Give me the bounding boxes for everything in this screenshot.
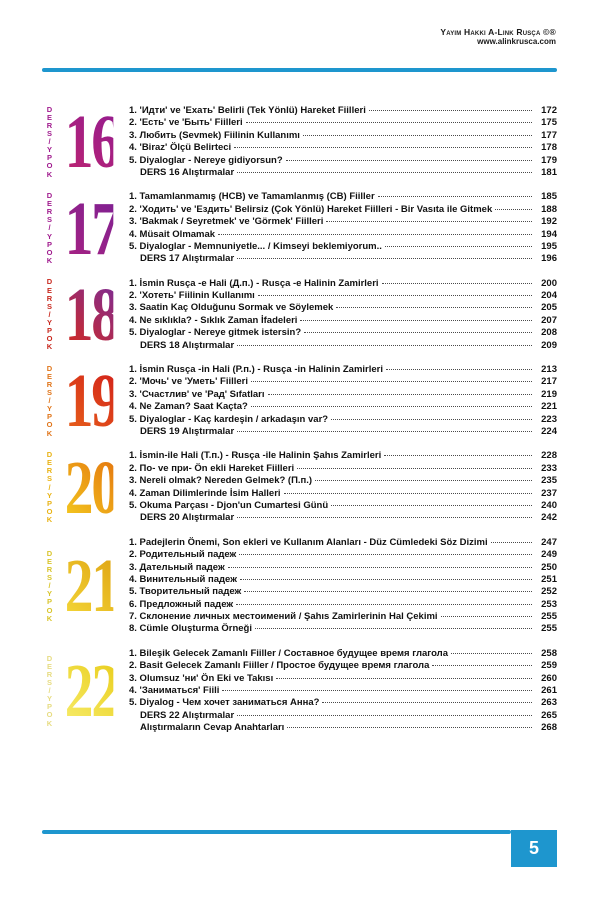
dotted-leader (237, 172, 532, 173)
toc-entry (129, 167, 557, 179)
vertical-label-letter: D (46, 277, 53, 287)
toc-entry-title: 5. Diyaloglar - Memnuniyetle... / Kimseyi beklemiyorum.. (129, 240, 382, 252)
lesson-vertical-label (42, 365, 57, 438)
vertical-label-letter: D (46, 104, 53, 114)
lesson-number: 21 (64, 544, 118, 629)
toc-entry-title: 5. Diyaloglar - Nereye gidiyorsun? (129, 154, 283, 166)
toc-entry-page: 213 (541, 364, 557, 376)
toc-entry-title: DERS 16 Alıştırmalar (140, 166, 235, 178)
toc-entry-title: 4. Ne sıklıkla? - Sıklık Zaman İfadeleri (129, 314, 298, 326)
dotted-leader (326, 221, 532, 222)
dotted-leader (258, 295, 532, 296)
lesson-section-22 (42, 648, 557, 735)
dotted-leader (491, 542, 532, 543)
dotted-leader (451, 653, 532, 654)
dotted-leader (237, 258, 532, 259)
toc-entry (129, 611, 557, 623)
toc-entry-page: 263 (541, 697, 557, 709)
toc-entry (129, 685, 557, 697)
vertical-label-letter: K (46, 613, 53, 623)
dotted-leader (244, 591, 532, 592)
toc-entry-title: 8. Cümle Oluşturma Örneği (129, 623, 252, 635)
vertical-label-letter: O (46, 605, 53, 615)
toc-entry-title: 1. Bileşik Gelecek Zamanlı Fiiller / Составное будущее время глагола (129, 647, 448, 659)
toc-entry-page: 204 (541, 290, 557, 302)
toc-entry-title: 5. Творительный падеж (129, 586, 242, 598)
dotted-leader (322, 702, 532, 703)
toc-entry-title: 7. Склонение личных местоимений / Şahıs Zamirlerinin Hal Çekimi (129, 611, 438, 623)
vertical-label-letter: / (48, 309, 51, 319)
toc-entry-title: 5. Diyaloglar - Kaç kardeşin / arkadaşın var? (129, 413, 329, 425)
dotted-leader (237, 715, 532, 716)
toc-entry-title: 2. Родительный падеж (129, 549, 237, 561)
lesson-vertical-label (42, 655, 57, 728)
toc-entry-page: 237 (541, 487, 557, 499)
dotted-leader (240, 579, 532, 580)
vertical-label-letter: R (46, 466, 53, 476)
dotted-leader (384, 455, 532, 456)
dotted-leader (331, 505, 532, 506)
lesson-number: 16 (64, 100, 118, 185)
toc-entry-page: 253 (541, 598, 557, 610)
dotted-leader (222, 690, 532, 691)
toc-entry-page: 177 (541, 129, 557, 141)
toc-entry-page: 221 (541, 401, 557, 413)
dotted-leader (432, 665, 532, 666)
toc-entry (129, 327, 557, 339)
vertical-label-letter: R (46, 120, 53, 130)
vertical-label-letter: P (46, 239, 52, 249)
bottom-divider-rule (42, 830, 511, 834)
dotted-leader (303, 135, 532, 136)
toc-entry-title: 3. 'Счастлив' ve 'Рад' Sıfatları (129, 388, 265, 400)
publisher-copyright: Yayım Hakkı A-Link Rusça ©® (440, 27, 556, 37)
toc-entry (129, 512, 557, 524)
toc-entry-page: 175 (541, 117, 557, 129)
table-of-contents (42, 100, 557, 747)
dotted-leader (315, 480, 532, 481)
vertical-label-letter: K (46, 255, 53, 265)
toc-entry (129, 278, 557, 290)
toc-entry-title: 1. İsmin-ile Hali (Т.п.) - Rusça -ile Halinin Şahıs Zamirleri (129, 450, 382, 462)
toc-entry-page: 192 (541, 216, 557, 228)
lesson-number: 19 (64, 359, 118, 444)
vertical-label-letter: K (46, 169, 53, 179)
toc-entry-page: 179 (541, 154, 557, 166)
toc-entry-page: 205 (541, 302, 557, 314)
toc-entry (129, 710, 557, 722)
toc-entry-title: 5. Diyalog - Чем хочет заниматься Анна? (129, 697, 320, 709)
vertical-label-letter: P (46, 326, 52, 335)
toc-entry-page: 249 (541, 549, 557, 561)
toc-entry-page: 233 (541, 462, 557, 474)
vertical-label-letter: S (46, 474, 52, 484)
lesson-section-21 (42, 537, 557, 636)
toc-entry (129, 722, 557, 734)
vertical-label-letter: / (48, 137, 51, 147)
toc-entry (129, 229, 557, 241)
toc-entry-page: 208 (541, 327, 557, 339)
dotted-leader (239, 554, 532, 555)
vertical-label-letter: / (48, 686, 51, 696)
toc-entry-page: 235 (541, 475, 557, 487)
toc-entry-title: 2. По- ve при- Ön ekli Hareket Fiilleri (129, 462, 295, 474)
vertical-label-letter: / (48, 223, 51, 233)
toc-entry-title: 3. Saatin Kaç Olduğunu Sormak ve Söylemek (129, 302, 334, 314)
dotted-leader (251, 406, 532, 407)
toc-entry-page: 240 (541, 499, 557, 511)
toc-entry-title: 3. Любить (Sevmek) Fiilinin Kullanımı (129, 129, 300, 141)
toc-entry (129, 105, 557, 117)
page-footer (42, 830, 557, 867)
vertical-label-letter: D (46, 191, 53, 201)
toc-entry (129, 475, 557, 487)
toc-entry (129, 376, 557, 388)
toc-entry-page: 228 (541, 450, 557, 462)
toc-entry-page: 181 (541, 166, 557, 178)
toc-entry-page: 194 (541, 228, 557, 240)
lesson-section-16 (42, 100, 557, 185)
toc-entry (129, 315, 557, 327)
dotted-leader (228, 567, 532, 568)
vertical-label-letter: K (46, 342, 53, 352)
vertical-label-letter: S (46, 573, 52, 583)
toc-entry (129, 117, 557, 129)
vertical-label-letter: P (46, 498, 52, 508)
dotted-leader (237, 431, 532, 432)
toc-entry-title: 4. Müsait Olmamak (129, 228, 216, 240)
toc-entry (129, 673, 557, 685)
lesson-section-18 (42, 272, 557, 357)
vertical-label-letter: / (48, 482, 51, 492)
vertical-label-letter: E (46, 371, 52, 381)
vertical-label-letter: S (46, 215, 52, 225)
toc-entry (129, 253, 557, 265)
toc-entry (129, 155, 557, 167)
toc-entry (129, 191, 557, 203)
lesson-vertical-label (42, 550, 57, 623)
toc-entry (129, 389, 557, 401)
toc-entry (129, 537, 557, 549)
dotted-leader (297, 468, 532, 469)
vertical-label-letter: P (46, 153, 52, 163)
vertical-label-letter: E (46, 556, 52, 566)
toc-entry-page: 247 (541, 536, 557, 548)
toc-entry-title: 4. Винительный падеж (129, 573, 237, 585)
dotted-leader (336, 307, 532, 308)
toc-entry-page: 261 (541, 685, 557, 697)
lesson-entries (121, 278, 557, 352)
dotted-leader (276, 678, 532, 679)
toc-entry (129, 549, 557, 561)
vertical-label-letter: P (46, 412, 52, 422)
page-header (440, 27, 556, 47)
vertical-label-letter: E (46, 285, 52, 295)
toc-entry (129, 562, 557, 574)
lesson-section-19 (42, 359, 557, 444)
vertical-label-letter: D (46, 548, 53, 558)
lesson-entries (121, 450, 557, 524)
lesson-vertical-label (42, 451, 57, 524)
lesson-vertical-label (42, 192, 57, 265)
toc-entry-title: DERS 17 Alıştırmalar (140, 253, 235, 265)
dotted-leader (218, 234, 532, 235)
toc-entry-page: 251 (541, 573, 557, 585)
dotted-leader (255, 628, 532, 629)
dotted-leader (386, 369, 532, 370)
vertical-label-letter: K (46, 514, 53, 524)
toc-entry (129, 142, 557, 154)
vertical-label-letter: K (46, 718, 53, 728)
lesson-entries (121, 364, 557, 438)
toc-entry-title: 5. Okuma Parçası - Djon'un Cumartesi Günü (129, 499, 329, 511)
dotted-leader (441, 616, 532, 617)
toc-entry-page: 260 (541, 672, 557, 684)
toc-entry-page: 268 (541, 722, 557, 734)
toc-entry-page: 209 (541, 339, 557, 351)
toc-entry-title: 4. Ne Zaman? Saat Kaçta? (129, 401, 248, 413)
vertical-label-letter: O (46, 334, 53, 344)
toc-entry-page: 224 (541, 425, 557, 437)
dotted-leader (268, 394, 532, 395)
toc-entry (129, 401, 557, 413)
toc-entry (129, 290, 557, 302)
dotted-leader (246, 122, 532, 123)
toc-entry-page: 258 (541, 647, 557, 659)
vertical-label-letter: Y (46, 589, 52, 599)
toc-entry-title: 2. 'Мочь' ve 'Уметь' Fiilleri (129, 376, 249, 388)
toc-entry-title: 3. Olumsuz 'ни' Ön Eki ve Takısı (129, 672, 274, 684)
toc-entry-page: 217 (541, 376, 557, 388)
toc-entry-page: 178 (541, 142, 557, 154)
vertical-label-letter: R (46, 565, 53, 575)
vertical-label-letter: R (46, 207, 53, 217)
dotted-leader (236, 604, 532, 605)
toc-entry (129, 340, 557, 352)
dotted-leader (284, 493, 532, 494)
toc-entry-title: 3. Дательный падеж (129, 561, 225, 573)
dotted-leader (382, 283, 532, 284)
vertical-label-letter: Y (46, 231, 52, 241)
toc-entry (129, 364, 557, 376)
toc-entry-title: 1. 'Идти' ve 'Ехать' Belirli (Tek Yönlü) Hareket Fiilleri (129, 105, 366, 116)
vertical-label-letter: O (46, 247, 53, 257)
lesson-number: 18 (64, 272, 118, 357)
toc-entry (129, 574, 557, 586)
vertical-label-letter: Y (46, 145, 52, 155)
toc-entry-title: 4. 'Biraz' Ölçü Belirteci (129, 142, 232, 154)
vertical-label-letter: E (46, 458, 52, 468)
toc-entry-title: 2. 'Ходить' ve 'Ездить' Belirsiz (Çok Yönlü) Hareket Fiilleri - Bir Vasıta ile Gitmek (129, 203, 493, 215)
toc-entry-page: 172 (541, 105, 557, 116)
lesson-entries (121, 191, 557, 265)
lesson-section-17 (42, 186, 557, 271)
dotted-leader (237, 345, 532, 346)
lesson-number: 22 (64, 649, 118, 734)
toc-entry (129, 414, 557, 426)
toc-entry-page: 259 (541, 660, 557, 672)
dotted-leader (251, 381, 532, 382)
dotted-leader (234, 147, 532, 148)
vertical-label-letter: E (46, 661, 52, 671)
lesson-entries (121, 105, 557, 179)
toc-entry-title: 1. İsmin Rusça -e Hali (Д.п.) - Rusça -e Halinin Zamirleri (129, 277, 379, 289)
dotted-leader (287, 727, 532, 728)
lesson-number: 20 (64, 445, 118, 530)
vertical-label-letter: Y (46, 694, 52, 704)
dotted-leader (495, 209, 532, 210)
toc-entry-title: DERS 22 Alıştırmalar (140, 709, 235, 721)
toc-entry-page: 252 (541, 586, 557, 598)
toc-entry-page: 242 (541, 512, 557, 524)
vertical-label-letter: O (46, 506, 53, 516)
toc-entry-page: 223 (541, 413, 557, 425)
vertical-label-letter: S (46, 388, 52, 398)
toc-entry-title: 3. 'Bakmak / Seyretmek' ve 'Görmek' Fiilleri (129, 216, 324, 228)
toc-entry-page: 188 (541, 203, 557, 215)
toc-entry-title: 5. Diyaloglar - Nereye gitmek istersin? (129, 327, 302, 339)
lesson-number: 17 (64, 186, 118, 271)
toc-entry-page: 265 (541, 709, 557, 721)
vertical-label-letter: D (46, 363, 53, 373)
vertical-label-letter: K (46, 428, 53, 438)
dotted-leader (369, 110, 532, 111)
toc-entry-page: 255 (541, 611, 557, 623)
vertical-label-letter: / (48, 581, 51, 591)
vertical-label-letter: R (46, 669, 53, 679)
toc-entry (129, 463, 557, 475)
vertical-label-letter: R (46, 293, 53, 303)
vertical-label-letter: D (46, 653, 53, 663)
toc-entry-title: 4. 'Заниматься' Fiili (129, 685, 220, 697)
toc-entry (129, 586, 557, 598)
toc-entry (129, 500, 557, 512)
toc-entry-page: 185 (541, 191, 557, 203)
vertical-label-letter: Y (46, 317, 52, 327)
vertical-label-letter: / (48, 396, 51, 406)
toc-entry-title: 1. İsmin Rusça -in Hali (Р.п.) - Rusça -in Halinin Zamirleri (129, 364, 384, 376)
dotted-leader (286, 160, 532, 161)
vertical-label-letter: P (46, 597, 52, 607)
vertical-label-letter: P (46, 702, 52, 712)
toc-entry (129, 450, 557, 462)
vertical-label-letter: D (46, 450, 53, 460)
toc-entry (129, 204, 557, 216)
dotted-leader (237, 517, 532, 518)
toc-entry-title: 1. Tamamlanmamış (НСВ) ve Tamamlanmış (СВ) Fiiller (129, 191, 375, 203)
vertical-label-letter: O (46, 161, 53, 171)
toc-entry-page: 255 (541, 623, 557, 635)
toc-entry (129, 216, 557, 228)
toc-entry (129, 488, 557, 500)
page-number-badge: 5 (511, 830, 557, 867)
toc-entry-page: 196 (541, 253, 557, 265)
toc-entry-title: 3. Nereli olmak? Nereden Gelmek? (П.п.) (129, 475, 313, 487)
toc-entry-page: 200 (541, 277, 557, 289)
vertical-label-letter: O (46, 710, 53, 720)
toc-entry-title: 2. 'Хотеть' Fiilinin Kullanımı (129, 290, 255, 302)
toc-entry (129, 599, 557, 611)
vertical-label-letter: S (46, 301, 52, 311)
dotted-leader (331, 419, 532, 420)
dotted-leader (300, 320, 532, 321)
toc-entry (129, 241, 557, 253)
vertical-label-letter: E (46, 199, 52, 209)
dotted-leader (385, 246, 532, 247)
toc-entry-title: DERS 18 Alıştırmalar (140, 339, 235, 351)
toc-entry (129, 426, 557, 438)
toc-entry-page: 250 (541, 561, 557, 573)
lesson-entries (121, 537, 557, 636)
lesson-section-20 (42, 445, 557, 530)
toc-entry (129, 660, 557, 672)
dotted-leader (378, 196, 532, 197)
toc-entry-title: DERS 20 Alıştırmalar (140, 512, 235, 524)
vertical-label-letter: E (46, 112, 52, 122)
toc-entry-page: 207 (541, 314, 557, 326)
vertical-label-letter: O (46, 420, 53, 430)
publisher-website: www.alinkrusca.com (477, 37, 556, 46)
lesson-vertical-label (42, 278, 57, 351)
dotted-leader (304, 332, 532, 333)
toc-entry (129, 697, 557, 709)
toc-entry-title: 6. Предложный падеж (129, 598, 234, 610)
toc-entry-title: 2. Basit Gelecek Zamanlı Fiiller / Простое будущее время глагола (129, 660, 430, 672)
vertical-label-letter: Y (46, 404, 52, 414)
toc-entry-title: Alıştırmaların Cevap Anahtarları (140, 722, 285, 734)
lesson-entries (121, 648, 557, 735)
lesson-vertical-label (42, 106, 57, 179)
toc-entry-title: 1. Padejlerin Önemi, Son ekleri ve Kullanım Alanları - Düz Cümledeki Söz Dizimi (129, 536, 488, 548)
toc-entry-title: DERS 19 Alıştırmalar (140, 425, 235, 437)
toc-entry (129, 130, 557, 142)
vertical-label-letter: S (46, 129, 52, 139)
toc-entry-title: 2. 'Есть' ve 'Быть' Fiilleri (129, 117, 243, 129)
vertical-label-letter: Y (46, 490, 52, 500)
toc-entry (129, 302, 557, 314)
toc-entry (129, 648, 557, 660)
vertical-label-letter: R (46, 379, 53, 389)
toc-entry-title: 4. Zaman Dilimlerinde İsim Halleri (129, 487, 281, 499)
top-divider-rule (42, 68, 557, 72)
toc-entry-page: 195 (541, 240, 557, 252)
vertical-label-letter: S (46, 678, 52, 688)
toc-entry-page: 219 (541, 388, 557, 400)
toc-entry (129, 623, 557, 635)
